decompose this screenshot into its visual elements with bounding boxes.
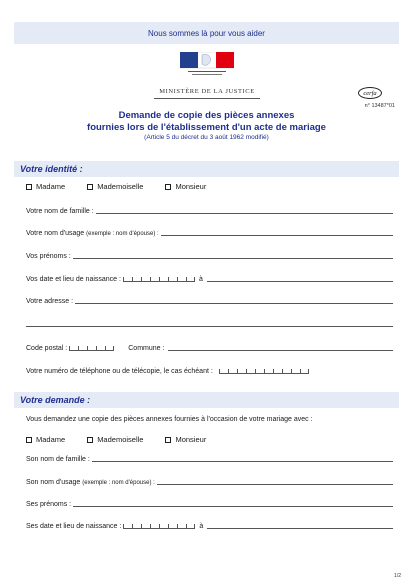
text-line[interactable] <box>161 229 393 236</box>
form-subtitle: (Article 5 du décret du 3 août 1962 modifié) <box>144 134 269 141</box>
field-label: Ses date et lieu de naissance : <box>26 523 122 530</box>
text-line[interactable] <box>75 297 393 304</box>
identity-address-line2[interactable] <box>26 326 393 327</box>
identity-last-name-field[interactable] <box>26 207 393 215</box>
request-usage-name-field[interactable] <box>26 478 393 486</box>
identity-postal-field[interactable] <box>26 344 393 352</box>
identity-phone-field[interactable] <box>26 367 393 375</box>
identity-address-field[interactable] <box>26 297 393 305</box>
identity-first-names-field[interactable] <box>26 252 393 260</box>
checkbox-icon[interactable] <box>165 184 171 190</box>
field-label: Ses prénoms : <box>26 501 72 508</box>
birth-date-cells[interactable] <box>123 275 195 282</box>
field-label: Code postal : <box>26 345 68 352</box>
identity-usage-name-field[interactable] <box>26 229 393 237</box>
identity-madame-option[interactable] <box>26 182 65 191</box>
checkbox-icon[interactable] <box>26 437 32 443</box>
postal-code-cells[interactable] <box>69 344 114 351</box>
option-label: Mademoiselle <box>97 182 144 191</box>
section-request-title: Votre demande : <box>20 395 91 405</box>
field-label: Votre numéro de téléphone ou de télécopie, le cas échéant : <box>26 368 213 375</box>
checkbox-icon[interactable] <box>165 437 171 443</box>
text-line[interactable] <box>96 207 393 214</box>
birth-place-line[interactable] <box>207 275 393 282</box>
option-label: Monsieur <box>175 435 207 444</box>
request-birth-field[interactable] <box>26 522 393 530</box>
option-label: Madame <box>36 182 66 191</box>
field-label: Vos prénoms : <box>26 253 71 260</box>
commune-line[interactable] <box>168 344 393 351</box>
text-line[interactable] <box>73 252 393 259</box>
section-identity-title: Votre identité : <box>20 164 83 174</box>
field-hint: (exemple : nom d'épouse) : <box>86 231 159 237</box>
checkbox-icon[interactable] <box>87 184 93 190</box>
identity-mademoiselle-option[interactable] <box>87 182 143 191</box>
birth-at-label: à <box>199 523 204 530</box>
identity-monsieur-option[interactable] <box>165 182 206 191</box>
field-label: Votre adresse : <box>26 298 74 305</box>
help-banner <box>14 22 399 44</box>
field-hint: (exemple : nom d'épouse) : <box>82 480 155 486</box>
cerfa-logo-text: cerfa <box>363 89 377 97</box>
section-request-heading <box>14 392 399 408</box>
field-label: Votre nom de famille : <box>26 208 94 215</box>
ministry-name: MINISTÈRE DE LA JUSTICE <box>159 88 255 95</box>
request-monsieur-option[interactable] <box>165 435 206 444</box>
phone-cells[interactable] <box>219 367 309 374</box>
option-label: Madame <box>36 435 66 444</box>
commune-label: Commune : <box>128 345 165 352</box>
field-label: Vos date et lieu de naissance : <box>26 276 121 283</box>
option-label: Monsieur <box>175 182 207 191</box>
help-text: Nous sommes là pour vous aider <box>148 28 265 38</box>
request-last-name-field[interactable] <box>26 455 393 463</box>
cerfa-logo <box>358 87 382 99</box>
identity-civility-options <box>26 182 228 191</box>
checkbox-icon[interactable] <box>87 437 93 443</box>
form-title-line1: Demande de copie des pièces annexes <box>118 110 295 121</box>
form-title-line2: fournies lors de l'établissement d'un acte de mariage <box>87 122 326 133</box>
ministry-underline <box>154 98 260 99</box>
marianne-flag-icon <box>180 52 234 78</box>
field-label: Son nom de famille : <box>26 456 90 463</box>
request-mademoiselle-option[interactable] <box>87 435 143 444</box>
page-number: 1/2 <box>394 573 401 579</box>
request-madame-option[interactable] <box>26 435 65 444</box>
request-intro: Vous demandez une copie des pièces annexes fournies à l'occasion de votre mariage avec : <box>26 416 313 423</box>
form-number: n° 13487*01 <box>364 103 395 109</box>
identity-birth-field[interactable] <box>26 275 393 283</box>
request-civility-options <box>26 435 228 444</box>
birth-place-line[interactable] <box>207 522 393 529</box>
request-first-names-field[interactable] <box>26 500 393 508</box>
field-label: Son nom d'usage <box>26 479 81 486</box>
birth-at-label: à <box>198 276 203 283</box>
field-label: Votre nom d'usage <box>26 230 85 237</box>
text-line[interactable] <box>92 455 393 462</box>
section-identity-heading <box>14 161 399 177</box>
option-label: Mademoiselle <box>97 435 144 444</box>
text-line[interactable] <box>157 478 393 485</box>
birth-date-cells[interactable] <box>123 522 195 529</box>
checkbox-icon[interactable] <box>26 184 32 190</box>
ministry-logo <box>150 52 264 102</box>
text-line[interactable] <box>73 500 393 507</box>
